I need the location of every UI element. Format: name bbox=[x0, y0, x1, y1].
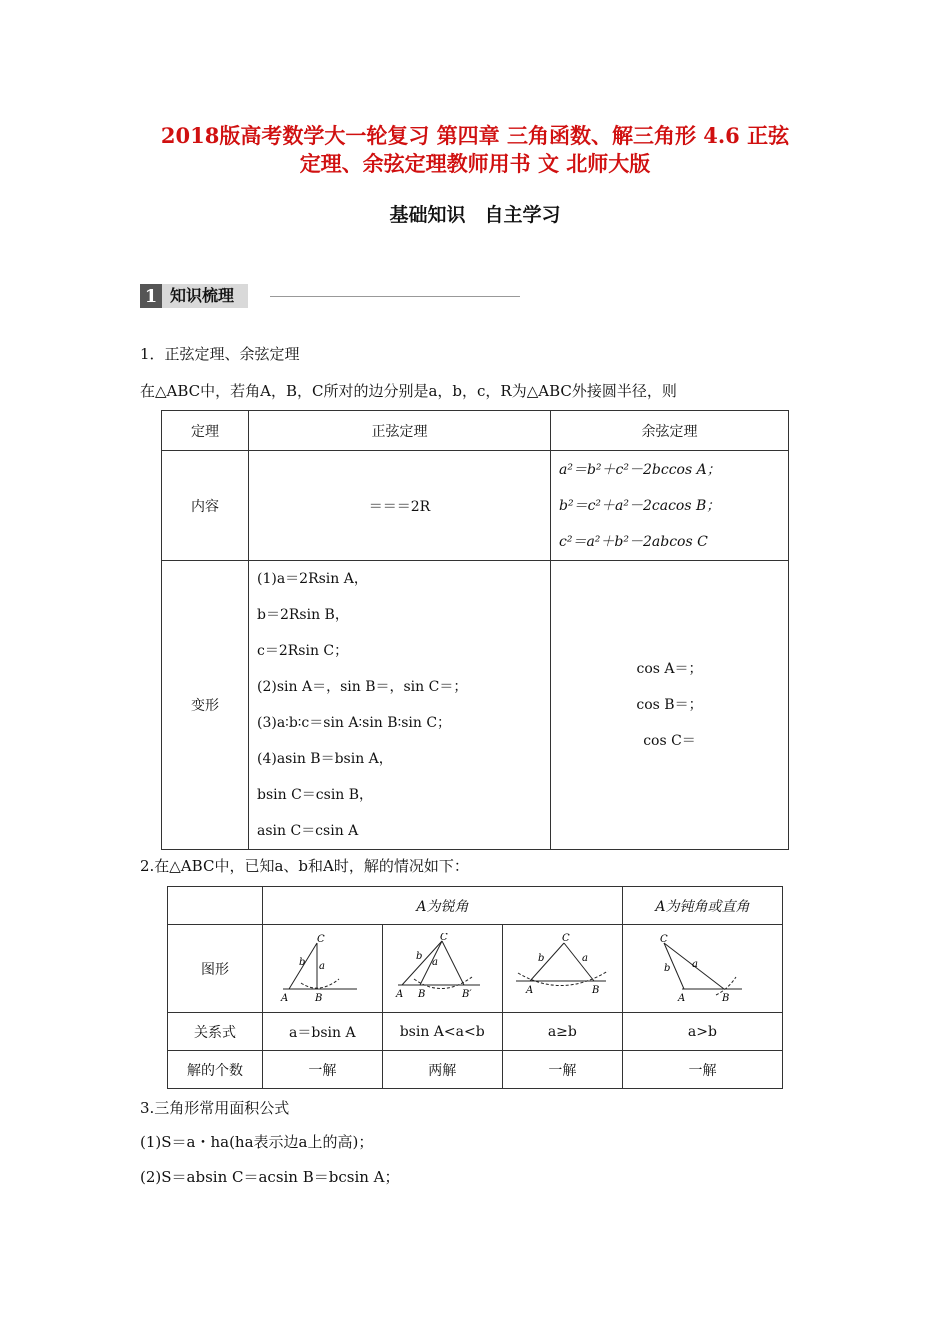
row-figure-label: 图形 bbox=[168, 925, 263, 1013]
sine-variant: (3)a∶b∶c＝sin A∶sin B∶sin C； bbox=[257, 715, 452, 731]
sine-variant: (4)asin B＝bsin A， bbox=[257, 751, 393, 767]
label-a-side: a bbox=[319, 960, 326, 972]
label-c: C bbox=[660, 933, 669, 945]
row-count-label: 解的个数 bbox=[168, 1051, 263, 1089]
header-theorem: 定理 bbox=[162, 411, 249, 451]
label-b-side: b bbox=[416, 950, 423, 962]
label-a: A bbox=[678, 992, 686, 1004]
section-header bbox=[140, 284, 248, 308]
triangle-figure bbox=[512, 933, 612, 1005]
document-title bbox=[100, 122, 850, 178]
area-formula-2: (2)S＝absin C＝acsin B＝bcsin A； bbox=[140, 1168, 400, 1186]
label-b-prime: B′ bbox=[462, 988, 472, 1000]
row-relation-label: 关系式 bbox=[168, 1013, 263, 1051]
area-formula-1: (1)S＝a・ha(ha表示边a上的高)； bbox=[140, 1133, 374, 1151]
item1-heading: 1．正弦定理、余弦定理 bbox=[140, 345, 300, 363]
triangle-figure bbox=[277, 933, 367, 1005]
label-b: B bbox=[592, 984, 600, 996]
figure-one-solution-height bbox=[263, 925, 383, 1013]
sine-variant: c＝2Rsin C； bbox=[257, 643, 349, 659]
cosine-variant: cos C＝ bbox=[643, 733, 696, 749]
count-cell: 一解 bbox=[263, 1051, 383, 1089]
label-b-side: b bbox=[538, 952, 545, 964]
sine-content: ＝＝＝2R bbox=[249, 451, 551, 561]
header-acute: A为锐角 bbox=[263, 887, 623, 925]
cosine-line: a²＝b²＋c²－2bccos A； bbox=[559, 461, 721, 478]
section-divider bbox=[270, 296, 520, 297]
theorem-table bbox=[161, 410, 789, 850]
label-c: C bbox=[562, 932, 570, 944]
item1-intro: 在△ABC中，若角A，B，C所对的边分别是a，b，c，R为△ABC外接圆半径，则 bbox=[140, 382, 677, 400]
header-obtuse: A为钝角或直角 bbox=[622, 887, 782, 925]
item2-heading: 2.在△ABC中，已知a、b和A时，解的情况如下： bbox=[140, 857, 469, 875]
label-b-side: b bbox=[299, 956, 306, 968]
triangle-figure bbox=[392, 933, 492, 1005]
sine-variant: bsin C＝csin B， bbox=[257, 787, 374, 803]
label-a: A bbox=[396, 988, 404, 1000]
title-line-2: 定理、余弦定理教师用书 文 北师大版 bbox=[299, 151, 651, 176]
triangle-figure bbox=[652, 933, 752, 1005]
label-b: B bbox=[722, 992, 730, 1004]
cosine-content bbox=[551, 451, 789, 561]
cosine-variants bbox=[551, 561, 789, 850]
title-line-1: 2018版高考数学大一轮复习 第四章 三角函数、解三角形 4.6 正弦 bbox=[160, 123, 790, 148]
sine-variants bbox=[249, 561, 551, 850]
label-a: A bbox=[281, 992, 289, 1004]
count-cell: 一解 bbox=[502, 1051, 622, 1089]
section-label: 知识梳理 bbox=[162, 284, 248, 308]
row-content-label: 内容 bbox=[162, 451, 249, 561]
row-variant-label: 变形 bbox=[162, 561, 249, 850]
label-a-side: a bbox=[432, 956, 439, 968]
section-subtitle: 基础知识 自主学习 bbox=[389, 204, 561, 226]
cosine-line: c²＝a²＋b²－2abcos C bbox=[559, 533, 708, 550]
label-c: C bbox=[317, 933, 325, 945]
header-cosine: 余弦定理 bbox=[551, 411, 789, 451]
solutions-table bbox=[167, 886, 783, 1089]
label-a-side: a bbox=[582, 952, 589, 964]
label-a-side: a bbox=[692, 958, 699, 970]
cosine-line: b²＝c²＋a²－2cacos B； bbox=[559, 497, 721, 514]
relation-cell: a≥b bbox=[502, 1013, 622, 1051]
cosine-variant: cos A＝； bbox=[636, 661, 703, 677]
sine-variant: asin C＝csin A bbox=[257, 823, 359, 839]
corner-cell bbox=[168, 887, 263, 925]
sine-variant: (1)a＝2Rsin A， bbox=[257, 571, 368, 587]
figure-obtuse bbox=[622, 925, 782, 1013]
relation-cell: a＝bsin A bbox=[263, 1013, 383, 1051]
sine-variant: b＝2Rsin B， bbox=[257, 607, 349, 623]
section-number: 1 bbox=[140, 284, 162, 308]
item3-heading: 3.三角形常用面积公式 bbox=[140, 1099, 290, 1117]
label-b: B bbox=[315, 992, 323, 1004]
label-b: B bbox=[418, 988, 426, 1000]
relation-cell: a>b bbox=[622, 1013, 782, 1051]
count-cell: 一解 bbox=[622, 1051, 782, 1089]
relation-cell: bsin A<a<b bbox=[382, 1013, 502, 1051]
label-b-side: b bbox=[664, 962, 671, 974]
label-c: C bbox=[440, 932, 448, 943]
header-sine: 正弦定理 bbox=[249, 411, 551, 451]
figure-two-solutions bbox=[382, 925, 502, 1013]
cosine-variant: cos B＝； bbox=[636, 697, 703, 713]
figure-a-ge-b bbox=[502, 925, 622, 1013]
label-a: A bbox=[526, 984, 534, 996]
count-cell: 两解 bbox=[382, 1051, 502, 1089]
sine-variant: (2)sin A＝，sin B＝，sin C＝； bbox=[257, 679, 468, 695]
